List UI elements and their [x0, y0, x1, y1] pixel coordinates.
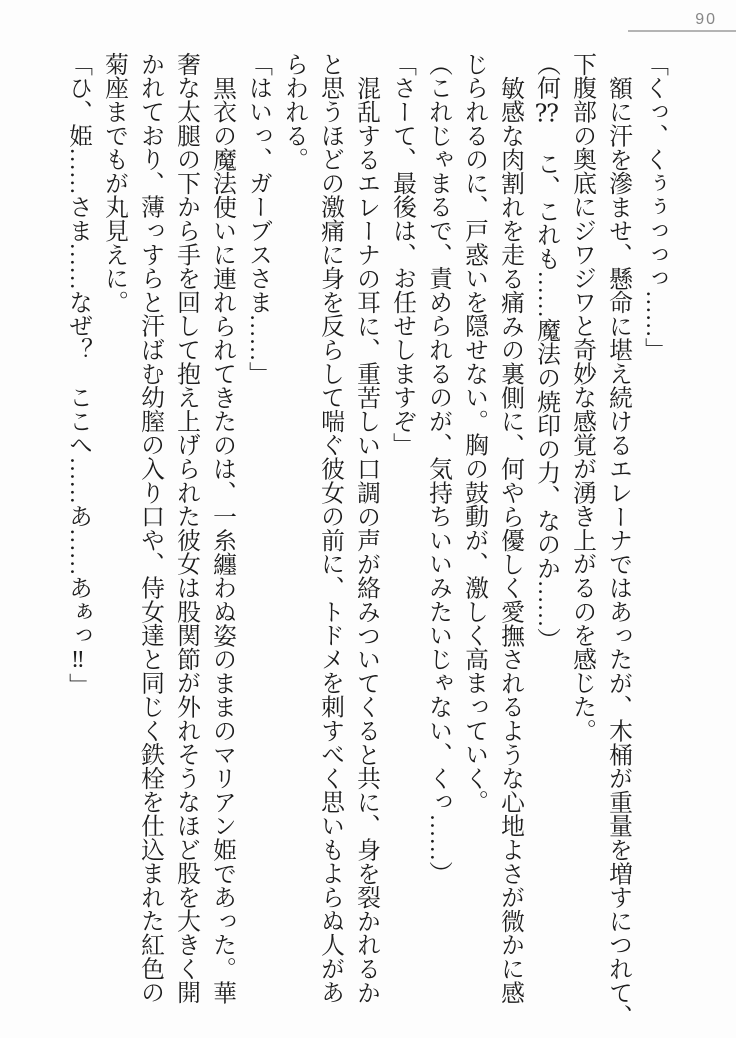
text-line: 敏感な肉割れを走る痛みの裏側に、何やら優しく愛撫されるような心地よさが微かに感	[497, 75, 523, 1004]
text-line: 混乱するエレーナの耳に、重苦しい口調の声が絡みついてくると共に、身を裂かれるか	[353, 75, 379, 1004]
text-line: じられるのに、戸惑いを隠せない。胸の鼓動が、激しく高まっていく。	[461, 52, 487, 814]
text-block	[59, 52, 672, 1034]
text-line: 「ひ、姫……さま……なぜ？ ここへ……あ……あぁっ‼」	[65, 52, 91, 697]
text-line: 額に汗を滲ませ、懸命に堪え続けるエレーナではあったが、木桶が重量を増すにつれて、	[605, 75, 631, 1028]
text-line: かれており、薄っすらと汗ばむ幼膣の入り口や、侍女達と同じく鉄栓を仕込まれた紅色の	[137, 52, 163, 1004]
text-line: 「くっ、くぅぅっっっ……」	[641, 52, 667, 362]
text-line: らわれる。	[281, 52, 307, 171]
text-line: 「さーて、最後は、お任せしますぞ」	[389, 52, 415, 457]
text-line: 「はいっ、ガーブスさま……」	[245, 52, 271, 386]
text-line: 奢な太腿の下から手を回して抱え上げられた彼女は股関節が外れそうなほど股を大きく開	[173, 52, 199, 1004]
page-number: 90	[695, 11, 717, 28]
text-line: 菊座までもが丸見えに。	[101, 52, 127, 314]
text-line: 下腹部の奥底にジワジワと奇妙な感覚が湧き上がるのを感じた。	[569, 52, 595, 743]
text-line: と思うほどの激痛に身を反らして喘ぐ彼女の前に、トドメを刺すべく思いもよらぬ人があ	[317, 52, 343, 1004]
page-number-rule	[628, 30, 736, 32]
text-line: （何⁇ こ、これも……魔法の焼印の力、なのか……）	[533, 52, 559, 652]
text-line: 黒衣の魔法使いに連れられてきたのは、一糸纏わぬ姿のままのマリアン姫であった。華	[209, 75, 235, 1004]
text-line: （これじゃまるで、責められるのが、気持ちいいみたいじゃない、くっ……）	[425, 52, 451, 885]
